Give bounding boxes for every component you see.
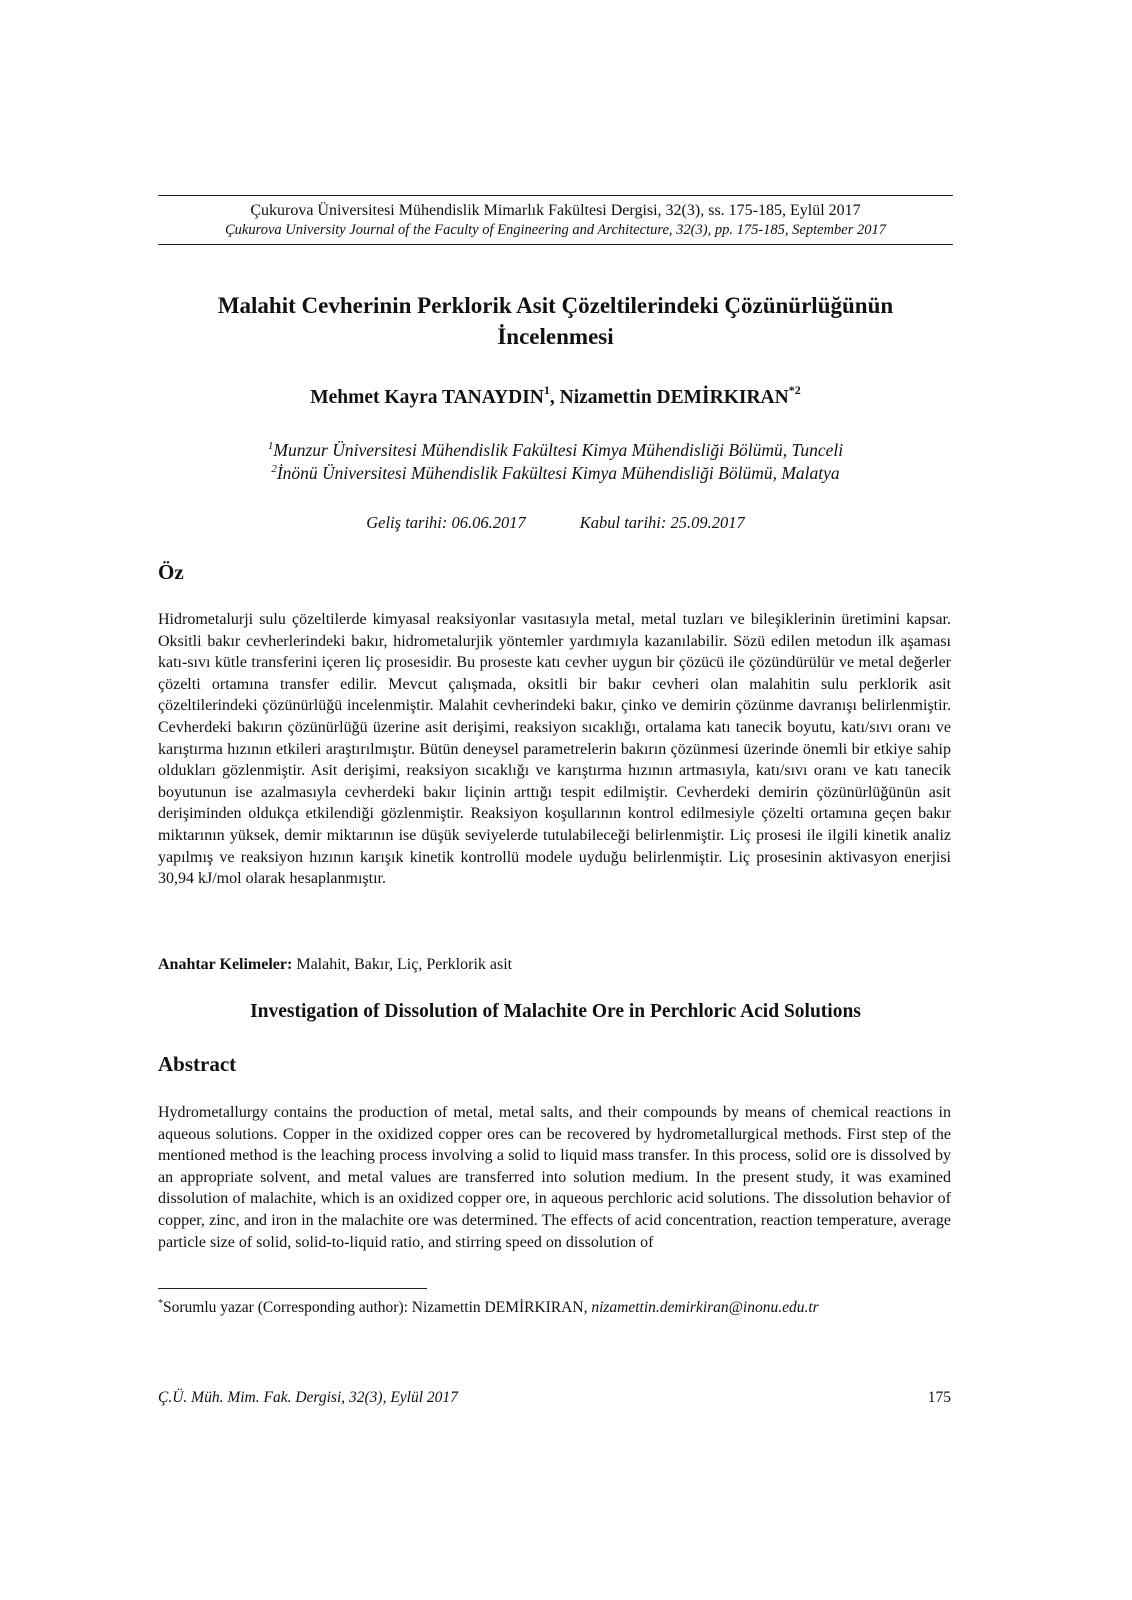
- received-date: Geliş tarihi: 06.06.2017: [366, 513, 526, 532]
- footnote-mark: *: [158, 1298, 163, 1309]
- affiliation-text: Munzur Üniversitesi Mühendislik Fakültesi Kimya Mühendisliği Bölümü, Tunceli: [273, 440, 844, 460]
- author-name: Nizamettin DEMİRKIRAN: [559, 387, 789, 408]
- author-list: [158, 384, 953, 412]
- author-name: Mehmet Kayra TANAYDIN: [310, 387, 544, 408]
- affiliation-list: [158, 439, 953, 485]
- author-email-link[interactable]: nizamettin.demirkiran@inonu.edu.tr: [591, 1299, 819, 1316]
- abstract-heading: Abstract: [158, 1052, 237, 1076]
- affiliation-mark: 1: [267, 440, 274, 452]
- oz-heading: Öz: [158, 560, 184, 584]
- corresponding-author-footnote: [158, 1297, 953, 1318]
- paper-title-line-1: Malahit Cevherinin Perklorik Asit Çözeltilerindeki Çözünürlüğünün: [217, 293, 894, 318]
- footnote-divider: [158, 1288, 427, 1289]
- footnote-text: Sorumlu yazar (Corresponding author): Nizamettin DEMİRKIRAN,: [163, 1299, 592, 1316]
- english-title: Investigation of Dissolution of Malachite Ore in Perchloric Acid Solutions: [250, 1001, 861, 1022]
- affiliation-line: [158, 439, 953, 462]
- paper-title: [158, 290, 953, 352]
- affiliation-mark: 2: [271, 463, 277, 475]
- author-affiliation-mark: 1: [543, 383, 550, 397]
- footer-citation: Ç.Ü. Müh. Mim. Fak. Dergisi, 32(3), Eylül 2017: [158, 1389, 458, 1406]
- paper-title-line-2: İncelenmesi: [497, 324, 614, 349]
- author-affiliation-mark: *2: [788, 383, 801, 397]
- keywords-text: Malahit, Bakır, Liç, Perklorik asit: [292, 956, 513, 973]
- submission-dates: [158, 512, 953, 534]
- affiliation-text: İnönü Üniversitesi Mühendislik Fakültesi Kimya Mühendisliği Bölümü, Malatya: [276, 463, 840, 483]
- page-number: 175: [927, 1389, 951, 1406]
- affiliation-line: [158, 462, 953, 485]
- abstract-paragraph: Hydrometallurgy contains the production of metal, metal salts, and their compounds by means of chemical reactions in aqueous solutions. Copper in the oxidized copper ores can be recovered by hydrometallurgical methods. First step of the mentioned method is the leaching process involving a solid to liquid mass transfer. In this process, solid ore is dissolved by an appropriate solvent, and metal values are transferred into solution medium. In the present study, it was examined dissolution of malachite, which is an oxidized copper ore, in aqueous perchloric acid solutions. The dissolution behavior of copper, zinc, and iron in the malachite ore was determined. The effects of acid concentration, reaction temperature, average particle size of solid, solid-to-liquid ratio, and stirring speed on dissolution of: [158, 1104, 951, 1251]
- journal-citation-en: Çukurova University Journal of the Faculty of Engineering and Architecture, 32(3), pp. 175-185, September 2017: [225, 222, 886, 238]
- oz-paragraph: Hidrometalurji sulu çözeltilerde kimyasal reaksiyonlar vasıtasıyla metal, metal tuzları ve bileşiklerinin üretimini kapsar. Oksitli bakır cevherlerindeki bakır, hidrometalurjik yöntemler yardımıyla kazanılabilir. Sözü edilen metodun ilk aşaması katı-sıvı kütle transferini içeren liç prosesidir. Bu proseste katı cevher uygun bir çözücü ile çözündürülür ve metal değerler çözelti ortamına transfer edilir. Mevcut çalışmada, oksitli bir bakır cevheri olan malahitin sulu perklorik asit çözeltilerindeki çözünürlüğü incelenmiştir. Malahit cevherindeki bakır, çinko ve demirin çözünme davranışı belirlenmiştir. Cevherdeki bakırın çözünürlüğü üzerine asit derişimi, reaksiyon sıcaklığı, ortalama katı tanecik boyutu, katı/sıvı oranı ve karıştırma hızının etkileri araştırılmıştır. Bütün deneysel parametrelerin bakırın çözünmesi üzerinde önemli bir etkiye sahip oldukları gözlenmiştir. Asit derişimi, reaksiyon sıcaklığı ve karıştırma hızının artmasıyla, katı/sıvı oranı ve katı tanecik boyutunun ise azalmasıyla cevherdeki bakır liçinin arttığı tespit edilmiştir. Cevherdeki demirin çözünürlüğünün asit derişiminden oldukça etkilendiği gözlenmiştir. Reaksiyon koşullarının kontrol edilmesiyle çözelti ortamına geçen bakır miktarının yüksek, demir miktarının ise düşük seviyelerde tutulabileceği belirlenmiştir. Liç prosesi ile ilgili kinetik analiz yapılmış ve reaksiyon hızının karışık kinetik kontrollü modele uyduğu belirlenmiştir. Liç prosesinin aktivasyon enerjisi 30,94 kJ/mol olarak hesaplanmıştır.: [158, 611, 951, 888]
- keywords-line: [158, 954, 951, 976]
- keywords-label: Anahtar Kelimeler:: [158, 956, 293, 973]
- journal-citation-tr: Çukurova Üniversitesi Mühendislik Mimarlık Fakültesi Dergisi, 32(3), ss. 175-185, Eylül 2017: [250, 202, 861, 219]
- journal-header: [158, 195, 953, 245]
- accepted-date: Kabul tarihi: 25.09.2017: [579, 513, 745, 532]
- author-separator: ,: [549, 387, 560, 408]
